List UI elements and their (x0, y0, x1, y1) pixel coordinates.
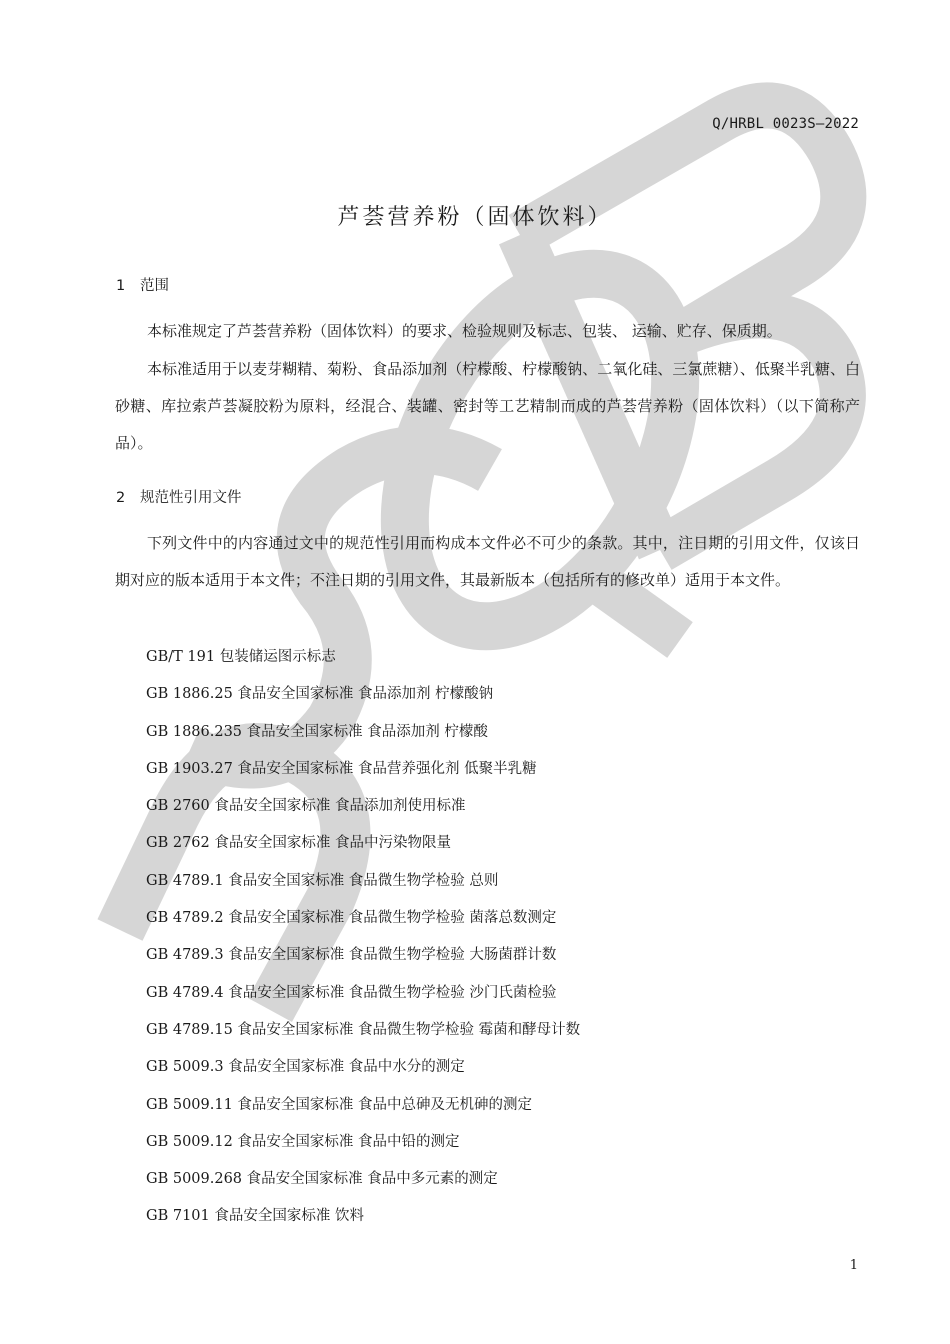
references-intro-paragraph: 下列文件中的内容通过文中的规范性引用而构成本文件必不可少的条款。其中，注日期的引用文件，仅该日期对应的版本适用于本文件；不注日期的引用文件，其最新版本（包括所有的修改单）适用于本文件。 (115, 534, 860, 589)
reference-item: GB 4789.4 食品安全国家标准 食品微生物学检验 沙门氏菌检验 (146, 984, 557, 1001)
normative-references-list (146, 639, 580, 1236)
reference-item: GB/T 191 包装储运图示标志 (146, 649, 336, 665)
reference-item: GB 4789.2 食品安全国家标准 食品微生物学检验 菌落总数测定 (146, 910, 557, 927)
reference-item: GB 1903.27 食品安全国家标准 食品营养强化剂 低聚半乳糖 (146, 760, 537, 777)
section-title: 范围 (140, 278, 169, 294)
document-title: 芦荟营养粉（固体饮料） (337, 205, 613, 230)
section-number: 2 (116, 490, 126, 506)
section-1-heading (116, 274, 169, 295)
reference-item: GB 4789.1 食品安全国家标准 食品微生物学检验 总则 (146, 872, 499, 889)
reference-item: GB 5009.12 食品安全国家标准 食品中铅的测定 (146, 1133, 460, 1150)
section-title: 规范性引用文件 (140, 490, 242, 506)
section-number: 1 (116, 278, 126, 294)
reference-item: GB 4789.15 食品安全国家标准 食品微生物学检验 霉菌和酵母计数 (146, 1021, 581, 1038)
scope-paragraph-2: 本标准适用于以麦芽糊精、菊粉、食品添加剂（柠檬酸、柠檬酸钠、二氧化硅、三氯蔗糖）、低聚半乳糖、白砂糖、库拉索芦荟凝胶粉为原料，经混合、装罐、密封等工艺精制而成的芦荟营养粉（固体饮料）（以下简称产品）。 (115, 360, 860, 452)
reference-item: GB 5009.11 食品安全国家标准 食品中总砷及无机砷的测定 (146, 1096, 533, 1113)
document-code: Q/HRBL 0023S—2022 (712, 116, 859, 132)
reference-item: GB 7101 食品安全国家标准 饮料 (146, 1208, 364, 1225)
reference-item: GB 5009.3 食品安全国家标准 食品中水分的测定 (146, 1059, 465, 1076)
reference-item: GB 1886.25 食品安全国家标准 食品添加剂 柠檬酸钠 (146, 686, 494, 703)
reference-item: GB 1886.235 食品安全国家标准 食品添加剂 柠檬酸 (146, 723, 488, 740)
page-number: 1 (849, 1258, 858, 1273)
reference-item: GB 4789.3 食品安全国家标准 食品微生物学检验 大肠菌群计数 (146, 947, 557, 964)
reference-item: GB 5009.268 食品安全国家标准 食品中多元素的测定 (146, 1171, 498, 1188)
scope-paragraph-1: 本标准规定了芦荟营养粉（固体饮料）的要求、检验规则及标志、包装、 运输、贮存、保质期。 (147, 322, 782, 340)
reference-item: GB 2760 食品安全国家标准 食品添加剂使用标准 (146, 798, 466, 815)
reference-item: GB 2762 食品安全国家标准 食品中污染物限量 (146, 835, 451, 852)
section-2-heading (116, 486, 242, 507)
